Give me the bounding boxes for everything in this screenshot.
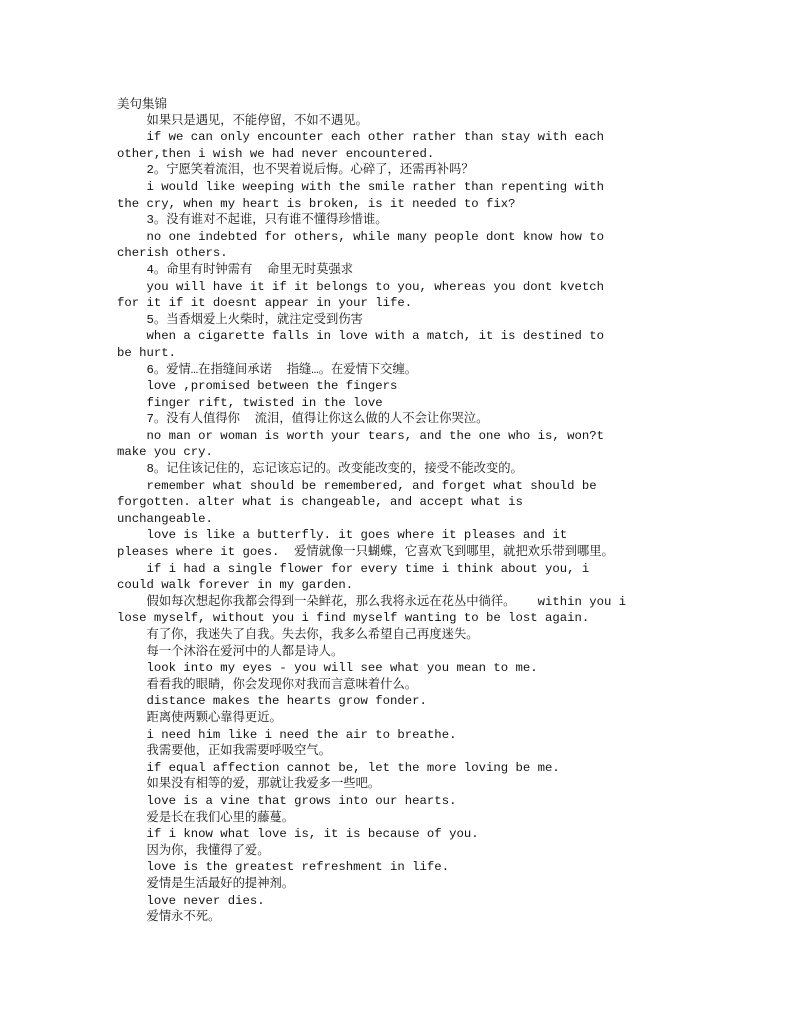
text-line: for it if it doesnt appear in your life. [117,296,413,311]
text-line: make you cry. [117,445,213,460]
text-line: if i had a single flower for every time i think about you, i [117,561,590,576]
text-line: love is the greatest refreshment in life. [117,860,450,875]
text-line: could walk forever in my garden. [117,578,354,593]
text-line: i would like weeping with the smile rather than repenting with [117,179,605,194]
text-line: 每一个沐浴在爱河中的人都是诗人。 [117,644,344,659]
text-line: 2。宁愿笑着流泪，也不哭着说后悔。心碎了，还需再补吗？ [117,163,474,178]
text-line: 8。记住该记住的，忘记该忘记的。改变能改变的，接受不能改变的。 [117,462,523,477]
text-line: love ,promised between the fingers [117,379,398,394]
text-line: no man or woman is worth your tears, and the one who is, won?t [117,428,605,443]
text-line: 我需要他，正如我需要呼吸空气。 [117,744,331,759]
text-line: love is a vine that grows into our hearts. [117,793,457,808]
text-line: love is like a butterfly. it goes where it pleases and it [117,528,568,543]
text-line: 如果没有相等的爱，那就让我爱多一些吧。 [117,777,381,792]
text-line: 看看我的眼睛，你会发现你对我而言意味着什么。 [117,677,418,692]
text-line: forgotten. alter what is changeable, and accept what is [117,495,523,510]
text-line: 5。当香烟爱上火柴时，就注定受到伤害 [117,312,363,327]
text-line: be hurt. [117,345,177,360]
text-line: lose myself, without you i find myself wanting to be lost again. [117,611,590,626]
text-line: 3。没有谁对不起谁，只有谁不懂得珍惜谁。 [117,213,388,228]
text-line: if we can only encounter each other rather than stay with each [117,130,605,145]
text-line: distance makes the hearts grow fonder. [117,694,427,709]
text-line: 因为你，我懂得了爱。 [117,843,270,858]
text-line: 假如每次想起你我都会得到一朵鲜花，那么我将永远在花丛中徜徉。 within you i [117,594,627,609]
text-line: look into my eyes - you will see what you mean to me. [117,661,538,676]
document-title: 美句集锦 [117,96,168,111]
text-line: unchangeable. [117,511,213,526]
text-line: other,then i wish we had never encountered. [117,146,435,161]
text-line: 爱情是生活最好的提神剂。 [117,876,295,891]
text-line: pleases where it goes. 爱情就像一只蝴蝶，它喜欢飞到哪里，就把欢乐带到哪里。 [117,545,614,560]
text-line: finger rift, twisted in the love [117,395,383,410]
text-line: 7。没有人值得你 流泪，值得让你这么做的人不会让你哭泣。 [117,412,489,427]
text-line: if i know what love is, it is because of you. [117,827,479,842]
text-line: if equal affection cannot be, let the more loving be me. [117,760,560,775]
text-line: i need him like i need the air to breathe. [117,727,457,742]
document-body [117,96,687,926]
text-line: 有了你，我迷失了自我。失去你，我多么希望自己再度迷失。 [117,628,479,642]
text-line: no one indebted for others, while many people dont know how to [117,229,605,244]
text-line: 爱是长在我们心里的藤蔓。 [117,810,295,825]
text-line: remember what should be remembered, and forget what should be [117,478,597,493]
text-line: 距离使两颗心靠得更近。 [117,710,282,725]
text-line: 爱情永不死。 [117,910,221,925]
text-line: you will have it if it belongs to you, whereas you dont kvetch [117,279,605,294]
text-line: cherish others. [117,246,228,261]
text-line: love never dies. [117,893,265,908]
text-line: 4。命里有时钟需有 命里无时莫强求 [117,262,354,277]
text-line: the cry, when my heart is broken, is it needed to fix? [117,196,516,211]
text-line: when a cigarette falls in love with a match, it is destined to [117,329,605,344]
text-line: 6。爱情…在指缝间承诺 指缝…。在爱情下交缠。 [117,362,418,377]
text-line: 如果只是遇见，不能停留，不如不遇见。 [117,113,368,128]
